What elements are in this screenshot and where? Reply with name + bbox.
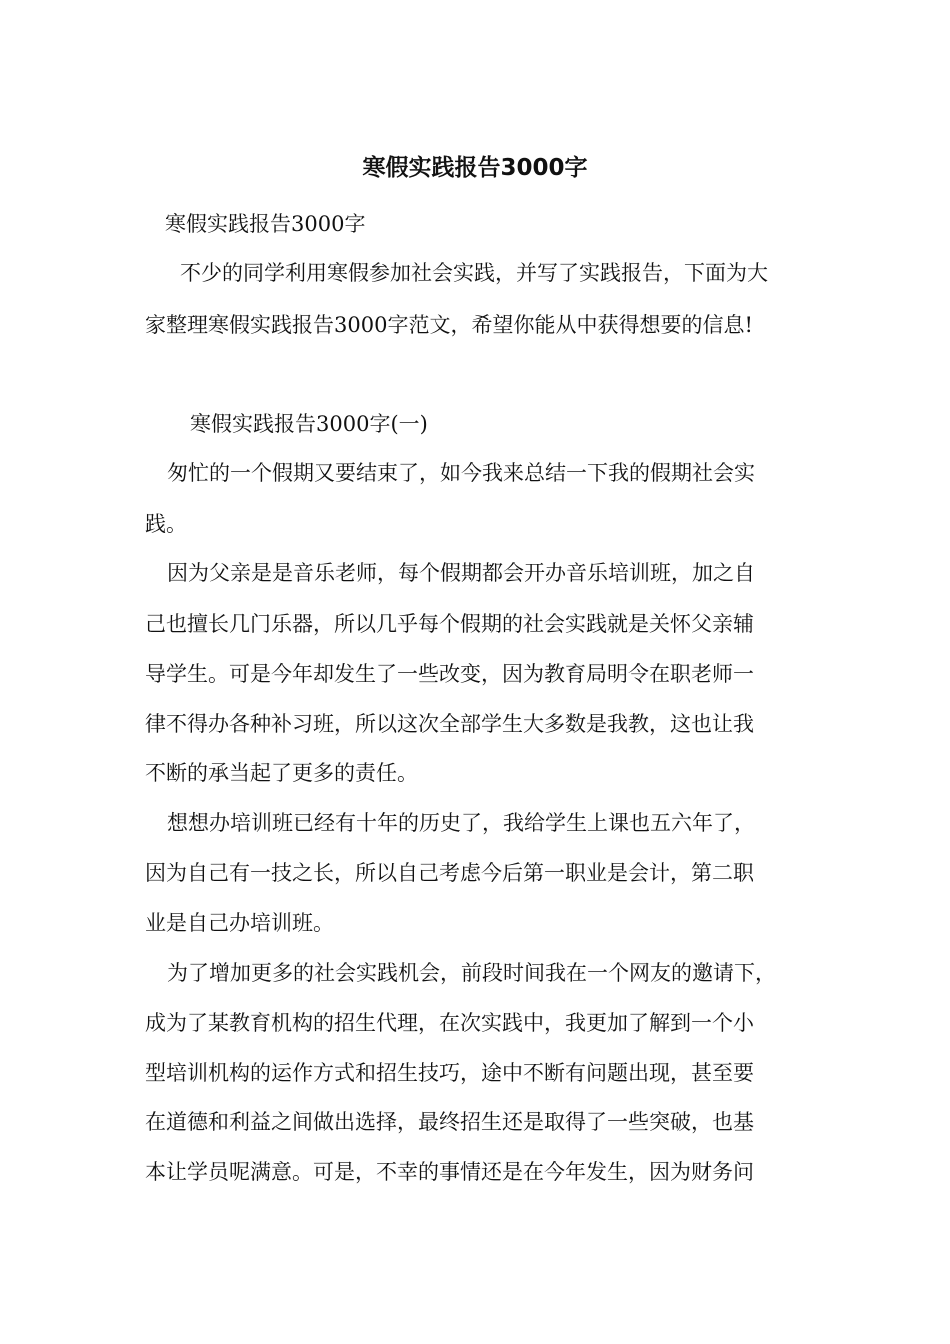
paragraph-1-line-1: 匆忙的一个假期又要结束了，如今我来总结一下我的假期社会实 bbox=[167, 461, 755, 485]
document-subtitle: 寒假实践报告3000字 bbox=[165, 212, 366, 236]
paragraph-3-line-1: 想想办培训班已经有十年的历史了，我给学生上课也五六年了， bbox=[167, 811, 755, 835]
paragraph-2-line-5: 不断的承当起了更多的责任。 bbox=[145, 761, 418, 785]
section-heading: 寒假实践报告3000字(一) bbox=[190, 412, 428, 436]
paragraph-4-line-3: 型培训机构的运作方式和招生技巧，途中不断有问题出现，甚至要 bbox=[145, 1061, 754, 1085]
paragraph-4-line-1: 为了增加更多的社会实践机会，前段时间我在一个网友的邀请下， bbox=[167, 961, 776, 985]
paragraph-2-line-3: 导学生。可是今年却发生了一些改变，因为教育局明令在职老师一 bbox=[145, 662, 754, 686]
paragraph-2-line-4: 律不得办各种补习班，所以这次全部学生大多数是我教，这也让我 bbox=[145, 712, 754, 736]
paragraph-2-line-2: 己也擅长几门乐器，所以几乎每个假期的社会实践就是关怀父亲辅 bbox=[145, 612, 754, 636]
intro-line-1: 不少的同学利用寒假参加社会实践，并写了实践报告，下面为大 bbox=[180, 261, 768, 285]
paragraph-3-line-2: 因为自己有一技之长，所以自己考虑今后第一职业是会计，第二职 bbox=[145, 861, 754, 885]
paragraph-4-line-5: 本让学员呢满意。可是，不幸的事情还是在今年发生，因为财务问 bbox=[145, 1160, 754, 1184]
document-title: 寒假实践报告3000字 bbox=[362, 155, 588, 181]
intro-line-2: 家整理寒假实践报告3000字范文，希望你能从中获得想要的信息! bbox=[145, 313, 753, 337]
paragraph-3-line-3: 业是自己办培训班。 bbox=[145, 911, 334, 935]
paragraph-4-line-4: 在道德和利益之间做出选择，最终招生还是取得了一些突破，也基 bbox=[145, 1110, 754, 1134]
paragraph-2-line-1: 因为父亲是是音乐老师，每个假期都会开办音乐培训班，加之自 bbox=[167, 561, 755, 585]
paragraph-4-line-2: 成为了某教育机构的招生代理，在次实践中，我更加了解到一个小 bbox=[145, 1011, 754, 1035]
paragraph-1-line-2: 践。 bbox=[145, 512, 187, 536]
